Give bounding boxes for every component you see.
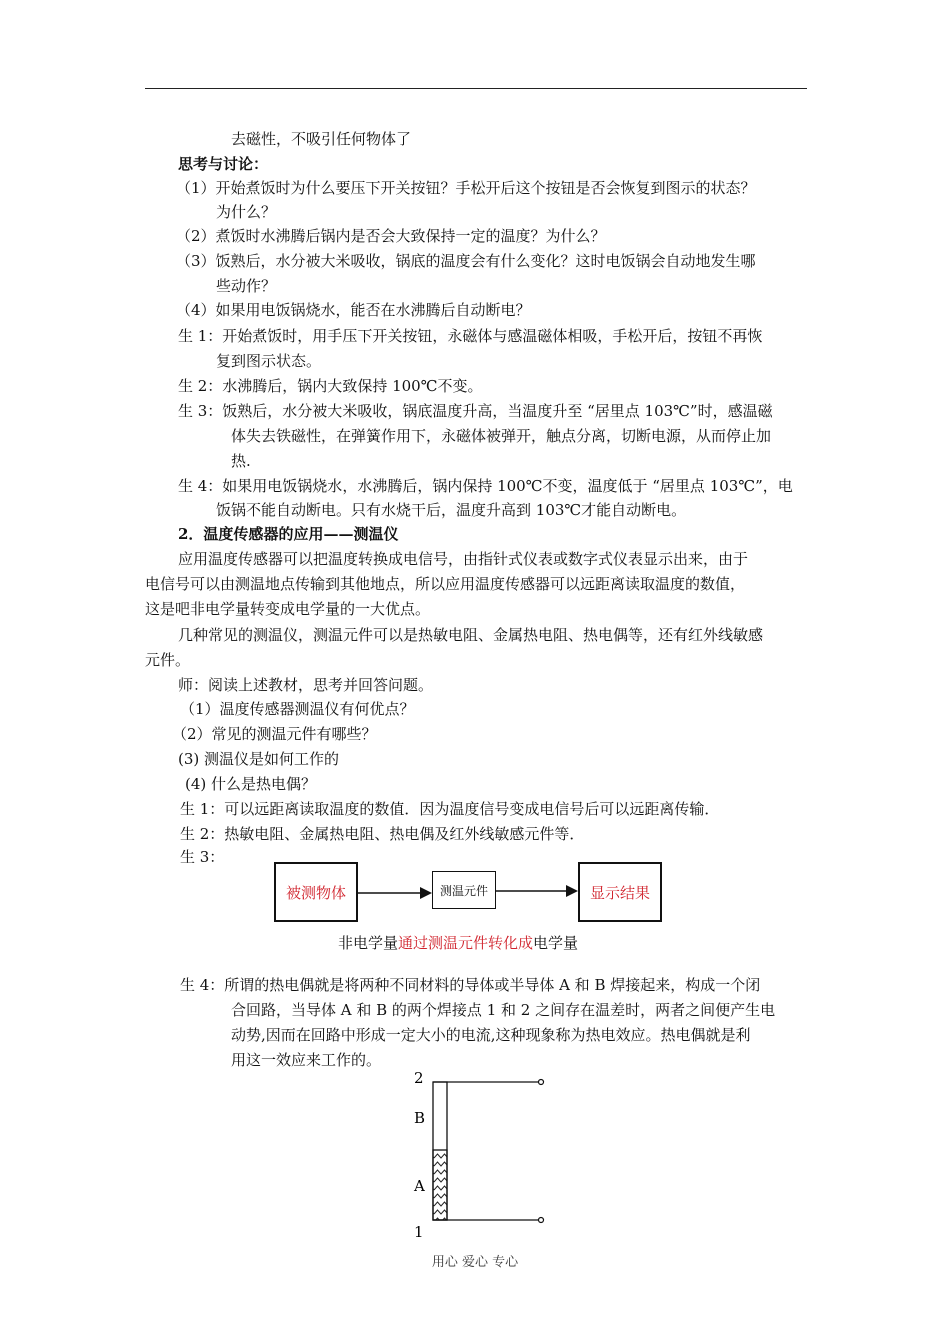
paragraph-line: 这是吧非电学量转变成电学量的一大优点。 — [145, 600, 431, 618]
question-line: （4）如果用电饭锅烧水，能否在水沸腾后自动断电？ — [176, 301, 531, 319]
flow-box-display: 显示结果 — [578, 862, 662, 922]
paragraph-line: 元件。 — [145, 651, 191, 669]
section-heading: 思考与讨论： — [178, 155, 269, 173]
answer-line: 复到图示状态。 — [216, 352, 322, 370]
question-line: 些动作？ — [216, 277, 277, 295]
question-line: (4) 什么是热电偶？ — [185, 775, 317, 793]
question-line: （1）开始煮饭时为什么要压下开关按钮？手松开后这个按钮是否会恢复到图示的状态？ — [176, 179, 756, 197]
question-line: (3) 测温仪是如何工作的 — [178, 750, 340, 768]
question-line: （3）饭熟后，水分被大米吸收，锅底的温度会有什么变化？这时电饭锅会自动地发生哪 — [176, 252, 756, 270]
flow-box-object: 被测物体 — [274, 862, 358, 922]
answer-line: 动势,因而在回路中形成一定大小的电流,这种现象称为热电效应。热电偶就是利 — [231, 1026, 751, 1044]
junction-1-label: 1 — [414, 1223, 424, 1241]
paragraph-line: 应用温度传感器可以把温度转换成电信号，由指针式仪表或数字式仪表显示出来，由于 — [178, 550, 749, 568]
answer-line: 体失去铁磁性，在弹簧作用下，永磁体被弹开，触点分离，切断电源，从而停止加 — [231, 427, 772, 445]
answer-line: 合回路，当导体 A 和 B 的两个焊接点 1 和 2 之间存在温差时，两者之间便产生电 — [231, 1001, 776, 1019]
answer-line: 生 1：可以远距离读取温度的数值．因为温度信号变成电信号后可以远距离传输． — [180, 800, 720, 818]
answer-line: 生 3： — [180, 848, 225, 866]
page-footer: 用心 爱心 专心 — [431, 1255, 519, 1270]
conductor-b-label: B — [414, 1109, 426, 1127]
text-line: 去磁性，不吸引任何物体了 — [231, 130, 412, 148]
answer-line: 生 2：热敏电阻、金属热电阻、热电偶及红外线敏感元件等． — [180, 825, 585, 843]
conductor-a — [433, 1150, 447, 1220]
flow-caption-part: 电学量 — [533, 934, 579, 952]
answer-line: 热. — [231, 452, 251, 470]
flow-caption-highlight: 通过测温元件转化成 — [398, 934, 534, 952]
answer-line: 生 4：如果用电饭锅烧水，水沸腾后，锅内保持 100℃不变，温度低于 “居里点 103℃”，电 — [178, 477, 793, 495]
conductor-a-label: A — [414, 1177, 425, 1195]
paragraph-line: 师：阅读上述教材，思考并回答问题。 — [178, 676, 434, 694]
paragraph-line: 几种常见的测温仪，测温元件可以是热敏电阻、金属热电阻、热电偶等，还有红外线敏感 — [178, 626, 764, 644]
question-line: （2）常见的测温元件有哪些？ — [172, 725, 377, 743]
flow-caption-part: 非电学量 — [338, 934, 399, 952]
paragraph-line: 电信号可以由测温地点传输到其他地点，所以应用温度传感器可以远距离读取温度的数值， — [145, 575, 746, 593]
question-line: 为什么？ — [216, 203, 277, 221]
answer-line: 生 4：所谓的热电偶就是将两种不同材料的导体或半导体 A 和 B 焊接起来，构成一个闭 — [180, 976, 761, 994]
answer-line: 生 2：水沸腾后，锅内大致保持 100℃不变。 — [178, 377, 483, 395]
flow-box-sensor: 测温元件 — [432, 871, 496, 909]
answer-line: 生 3：饭熟后，水分被大米吸收，锅底温度升高，当温度升至 “居里点 103℃”时，感温磁 — [178, 402, 773, 420]
terminal-bottom — [539, 1218, 544, 1223]
terminal-top — [539, 1080, 544, 1085]
section-heading: 2．温度传感器的应用——测温仪 — [178, 525, 399, 543]
answer-line: 用这一效应来工作的。 — [231, 1051, 382, 1069]
answer-line: 饭锅不能自动断电。只有水烧干后，温度升高到 103℃才能自动断电。 — [216, 501, 687, 519]
question-line: （1）温度传感器测温仪有何优点？ — [180, 700, 415, 718]
junction-2-label: 2 — [414, 1069, 424, 1087]
answer-line: 生 1：开始煮饭时，用手压下开关按钮，永磁体与感温磁体相吸，手松开后，按钮不再恢 — [178, 327, 763, 345]
question-line: （2）煮饭时水沸腾后锅内是否会大致保持一定的温度？为什么？ — [176, 227, 606, 245]
